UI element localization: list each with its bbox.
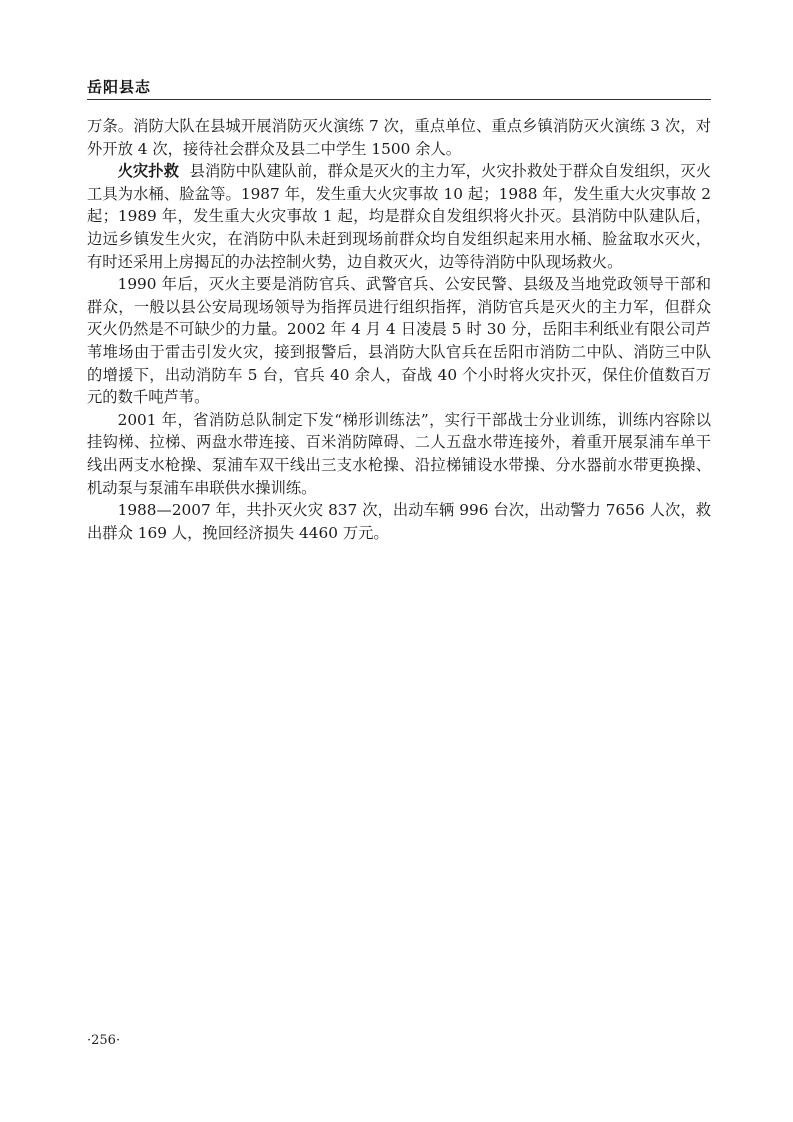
header-rule	[87, 99, 711, 100]
paragraph-continuation	[87, 115, 711, 160]
paragraph-text: 2001 年，省消防总队制定下发“梯形训练法”，实行干部战士分业训练，训练内容除以挂钩梯、拉梯、两盘水带连接、百米消防障碍、二人五盘水带连接外，着重开展泵浦车单干线出两支水枪操、泵浦车双干线出三支水枪操、沿拉梯铺设水带操、分水器前水带更换操、机动泵与泵浦车串联供水操训练。	[87, 410, 711, 497]
paragraph-1990	[87, 273, 711, 409]
paragraph-text: 县消防中队建队前，群众是灭火的主力军，火灾扑救处于群众自发组织，灭火工具为水桶、脸盆等。1987 年，发生重大火灾事故 10 起；1988 年，发生重大火灾事故 2 起；1989 年，发生重大火灾事故 1 起，均是群众自发组织将火扑灭。县消防中队建队后，边远乡镇发生火灾，在消防中队未赶到现场前群众均自发组织起来用水桶、脸盆取水灭火，有时还采用上房揭瓦的办法控制火势，边自救灭火，边等待消防中队现场救火。	[87, 162, 711, 271]
body-text	[87, 115, 711, 544]
running-header-title: 岳阳县志	[87, 78, 152, 96]
page-number: ·256·	[87, 1033, 121, 1048]
paragraph-fire-fighting	[87, 160, 711, 273]
paragraph-2001-training	[87, 409, 711, 499]
paragraph-statistics	[87, 499, 711, 544]
paragraph-text: 1990 年后，灭火主要是消防官兵、武警官兵、公安民警、县级及当地党政领导干部和群众，一般以县公安局现场领导为指挥员进行组织指挥，消防官兵是灭火的主力军，但群众灭火仍然是不可缺少的力量。2002 年 4 月 4 日凌晨 5 时 30 分，岳阳丰利纸业有限公司芦苇堆场由于雷击引发火灾，接到报警后，县消防大队官兵在岳阳市消防二中队、消防三中队的增援下，出动消防车 5 台，官兵 40 余人，奋战 40 个小时将火灾扑灭，保住价值数百万元的数千吨芦苇。	[87, 275, 711, 407]
section-heading-fire-fighting: 火灾扑救	[117, 162, 179, 181]
paragraph-text: 1988—2007 年，共扑灭火灾 837 次，出动车辆 996 台次，出动警力 7656 人次，救出群众 169 人，挽回经济损失 4460 万元。	[87, 501, 711, 542]
paragraph-text: 万条。消防大队在县城开展消防灭火演练 7 次，重点单位、重点乡镇消防灭火演练 3 次，对外开放 4 次，接待社会群众及县二中学生 1500 余人。	[87, 117, 711, 158]
